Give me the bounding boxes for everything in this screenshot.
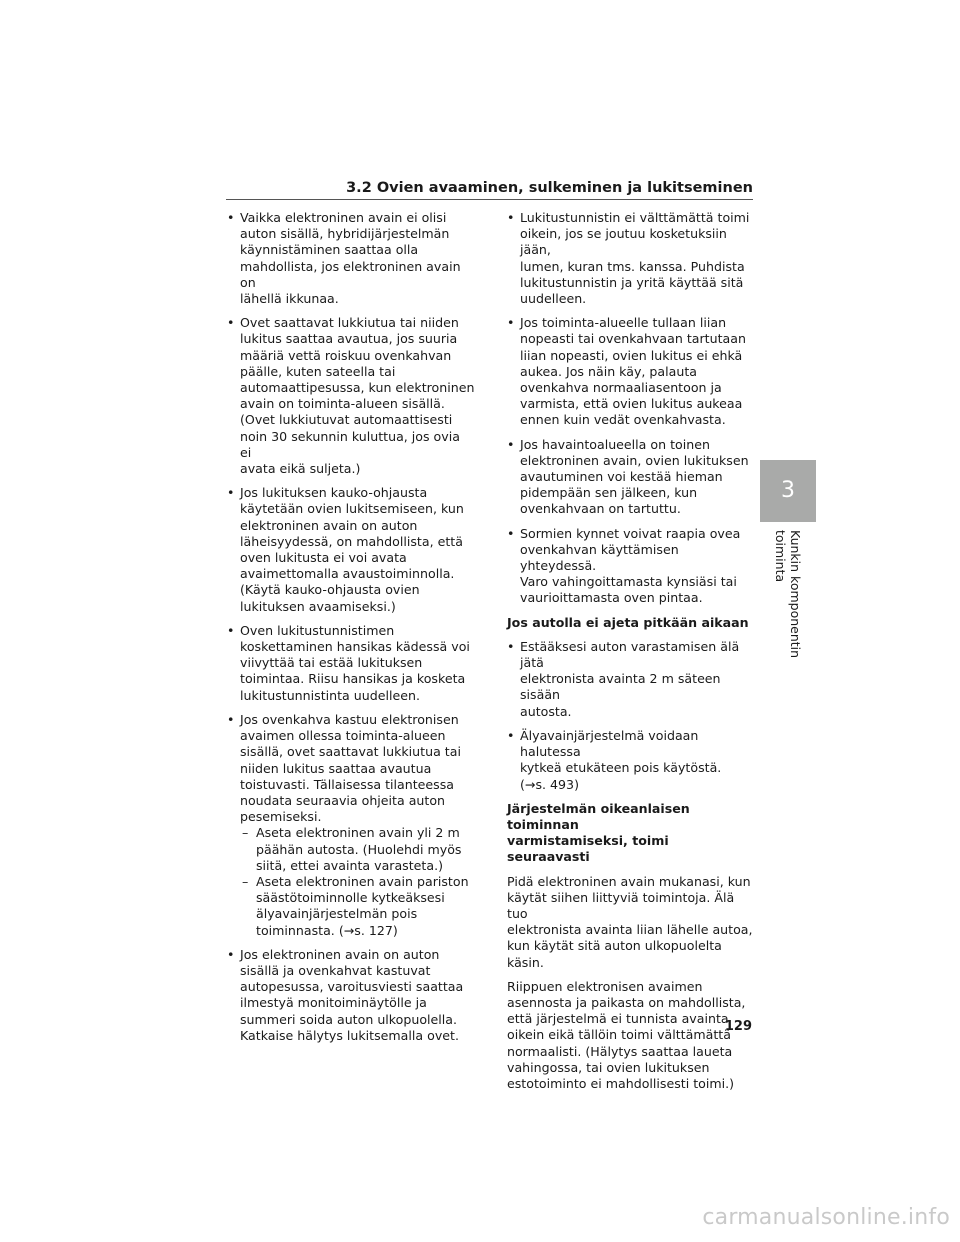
text-line: Sormien kynnet voivat raapia ovea	[520, 525, 741, 541]
bullet-item	[227, 623, 475, 704]
text-line: (Ovet lukkiutuvat automaattisesti	[240, 412, 453, 428]
text-line: (→s. 493)	[520, 776, 579, 792]
text-line: noudata seuraavia ohjeita auton	[240, 792, 446, 808]
bullet-item	[227, 315, 475, 477]
text-line: lumen, kuran tms. kanssa. Puhdista	[520, 258, 745, 274]
text-line: lukitus saattaa avautua, jos suuria	[240, 331, 458, 347]
dash-glyph: –	[242, 825, 249, 841]
bullet-glyph: •	[507, 315, 515, 331]
text-line: päähän autosta. (Huolehdi myös	[256, 841, 462, 857]
text-line: elektronista avainta 2 m säteen sisään	[520, 671, 721, 703]
text-line: lukituksen avaamiseksi.)	[240, 598, 396, 614]
text-line: Varo vahingoittamasta kynsiäsi tai	[520, 574, 737, 590]
text-line: liian nopeasti, ovien lukitus ei ehkä	[520, 347, 743, 363]
text-line: uudelleen.	[520, 291, 587, 307]
text-line: Aseta elektroninen avain yli 2 m	[256, 825, 460, 841]
paragraph	[507, 874, 755, 971]
text-line: varmistamiseksi, toimi seuraavasti	[507, 833, 669, 865]
right-column	[507, 210, 755, 1100]
text-line: päälle, kuten sateella tai	[240, 363, 396, 379]
running-header: 3.2 Ovien avaaminen, sulkeminen ja lukitseminen	[346, 180, 753, 196]
text-line: toiminnasta. (→s. 127)	[256, 922, 398, 938]
bullet-glyph: •	[227, 210, 235, 225]
bullet-glyph: •	[227, 711, 235, 727]
bullet-item	[227, 712, 475, 825]
bullet-glyph: •	[507, 525, 515, 541]
text-line: läheisyydessä, on mahdollista, että	[240, 533, 463, 549]
bullet-item	[227, 210, 475, 307]
text-line: varmista, että ovien lukitus aukeaa	[520, 396, 743, 412]
watermark: carmanualsonline.info	[702, 1205, 950, 1230]
bullet-glyph: •	[227, 946, 235, 962]
text-line: vahingossa, tai ovien lukituksen	[507, 1059, 710, 1075]
text-line: toistuvasti. Tällaisessa tilanteessa	[240, 776, 455, 792]
text-line: ovenkahvaan on tartuttu.	[520, 501, 681, 517]
text-line: noin 30 sekunnin kuluttua, jos ovia ei	[240, 428, 460, 460]
text-line: lukitustunnistin ja yritä käyttää sitä	[520, 274, 744, 290]
text-line: pesemiseksi.	[240, 809, 322, 825]
text-line: sisällä ja ovenkahvat kastuvat	[240, 962, 431, 978]
text-line: asennosta ja paikasta on mahdollista,	[507, 994, 746, 1010]
text-line: niiden lukitus saattaa avautua	[240, 760, 432, 776]
text-line: avaimen ollessa toiminta-alueen	[240, 728, 446, 744]
text-line: Vaikka elektroninen avain ei olisi	[240, 210, 447, 225]
text-line: summeri soida auton ulkopuolella.	[240, 1011, 457, 1027]
chapter-side-label: Kunkin komponentin toiminta	[773, 530, 803, 659]
bullet-item	[507, 315, 755, 428]
page-number: 129	[724, 1019, 752, 1034]
text-line: että järjestelmä ei tunnista avainta	[507, 1011, 729, 1027]
bullet-glyph: •	[227, 622, 235, 638]
text-line: Jos toiminta-alueelle tullaan liian	[520, 315, 727, 331]
text-line: määriä vettä roiskuu ovenkahvan	[240, 347, 452, 363]
text-line: autosta.	[520, 703, 572, 719]
text-line: Katkaise hälytys lukitsemalla ovet.	[240, 1027, 459, 1043]
text-line: automaattipesussa, kun elektroninen	[240, 380, 475, 396]
text-line: ennen kuin vedät ovenkahvasta.	[520, 412, 726, 428]
text-line: ilmestyä monitoiminäytölle ja	[240, 995, 427, 1011]
section-heading: Jos autolla ei ajeta pitkään aikaan	[507, 614, 749, 630]
text-line: viivyttää tai estää lukituksen	[240, 655, 423, 671]
text-line: siitä, ettei avainta varasteta.)	[256, 857, 444, 873]
text-line: ovenkahva normaaliasentoon ja	[520, 380, 722, 396]
text-line: avata eikä suljeta.)	[240, 461, 361, 477]
sub-item	[227, 874, 475, 939]
bullet-item	[227, 947, 475, 1044]
bullet-item	[507, 437, 755, 518]
text-line: auton sisällä, hybridijärjestelmän	[240, 226, 450, 242]
text-line: toimintaa. Riisu hansikas ja kosketa	[240, 671, 466, 687]
text-line: vaurioittamasta oven pintaa.	[520, 590, 703, 606]
bullet-item	[227, 485, 475, 615]
text-line: kun käytät sitä auton ulkopuolelta käsin.	[507, 938, 722, 970]
text-line: Estääksesi auton varastamisen älä jätä	[520, 638, 740, 671]
text-line: oikein, jos se joutuu kosketuksiin jään,	[520, 226, 727, 258]
text-line: käytetään ovien lukitsemiseen, kun	[240, 501, 464, 517]
text-line: avautuminen voi kestää hieman	[520, 469, 723, 485]
text-line: elektroninen avain on auton	[240, 517, 418, 533]
bullet-item	[507, 210, 755, 307]
text-line: sisällä, ovet saattavat lukkiutua tai	[240, 744, 461, 760]
text-line: älyavainjärjestelmän pois	[256, 906, 418, 922]
text-line: normaalisti. (Hälytys saattaa laueta	[507, 1043, 733, 1059]
bullet-glyph: •	[507, 210, 515, 225]
text-line: pidempään sen jälkeen, kun	[520, 485, 698, 501]
bullet-glyph: •	[227, 485, 235, 501]
text-line: käynnistäminen saattaa olla	[240, 242, 419, 258]
text-line: Riippuen elektronisen avaimen	[507, 978, 703, 994]
text-line: Aseta elektroninen avain pariston	[256, 873, 469, 889]
text-line: Älyavainjärjestelmä voidaan halutessa	[520, 727, 699, 760]
text-line: Jos havaintoalueella on toinen	[520, 436, 710, 452]
text-line: mahdollista, jos elektroninen avain on	[240, 258, 461, 290]
text-line: oikein eikä tällöin toimi välttämättä	[507, 1027, 731, 1043]
text-line: oven lukitusta ei voi avata	[240, 550, 407, 566]
text-line: avain on toiminta-alueen sisällä.	[240, 396, 445, 412]
text-line: Jos elektroninen avain on auton	[240, 946, 440, 962]
text-line: aukea. Jos näin käy, palauta	[520, 363, 697, 379]
text-line: Järjestelmän oikeanlaisen toiminnan	[507, 800, 690, 832]
text-line: avaimettomalla avaustoiminnolla.	[240, 566, 455, 582]
text-line: kytkeä etukäteen pois käytöstä.	[520, 760, 722, 776]
text-line: säästötoiminnolle kytkeäksesi	[256, 890, 445, 906]
bullet-glyph: •	[507, 727, 515, 743]
text-line: ovenkahvan käyttämisen yhteydessä.	[520, 541, 679, 574]
text-line: nopeasti tai ovenkahvaan tartutaan	[520, 331, 746, 347]
text-line: Lukitustunnistin ei välttämättä toimi	[520, 210, 750, 225]
bullet-item	[507, 728, 755, 793]
section-heading	[507, 801, 755, 866]
chapter-tab: 3	[760, 460, 816, 522]
text-line: lukitustunnistinta uudelleen.	[240, 687, 420, 703]
text-line: Jos ovenkahva kastuu elektronisen	[240, 711, 459, 727]
text-line: Ovet saattavat lukkiutua tai niiden	[240, 315, 459, 331]
paragraph	[507, 979, 755, 1092]
text-line: lähellä ikkunaa.	[240, 291, 339, 307]
text-line: elektronista avainta liian lähelle autoa,	[507, 922, 753, 938]
text-line: Jos lukituksen kauko-ohjausta	[240, 485, 428, 501]
bullet-glyph: •	[227, 315, 235, 331]
bullet-glyph: •	[507, 436, 515, 452]
text-line: käytät siihen liittyviä toimintoja. Älä tuo	[507, 889, 735, 921]
text-line: (Käytä kauko-ohjausta ovien	[240, 582, 420, 598]
text-line: autopesussa, varoitusviesti saattaa	[240, 979, 464, 995]
text-line: Oven lukitustunnistimen	[240, 622, 395, 638]
sub-item	[227, 825, 475, 874]
bullet-item	[507, 526, 755, 607]
bullet-item	[507, 639, 755, 720]
bullet-glyph: •	[507, 638, 515, 654]
text-line: estotoiminto ei mahdollisesti toimi.)	[507, 1075, 735, 1091]
text-line: koskettaminen hansikas kädessä voi	[240, 639, 470, 655]
dash-glyph: –	[242, 873, 249, 889]
text-line: Pidä elektroninen avain mukanasi, kun	[507, 873, 751, 889]
left-column	[227, 210, 475, 1052]
header-rule	[226, 199, 753, 200]
text-line: elektroninen avain, ovien lukituksen	[520, 452, 749, 468]
